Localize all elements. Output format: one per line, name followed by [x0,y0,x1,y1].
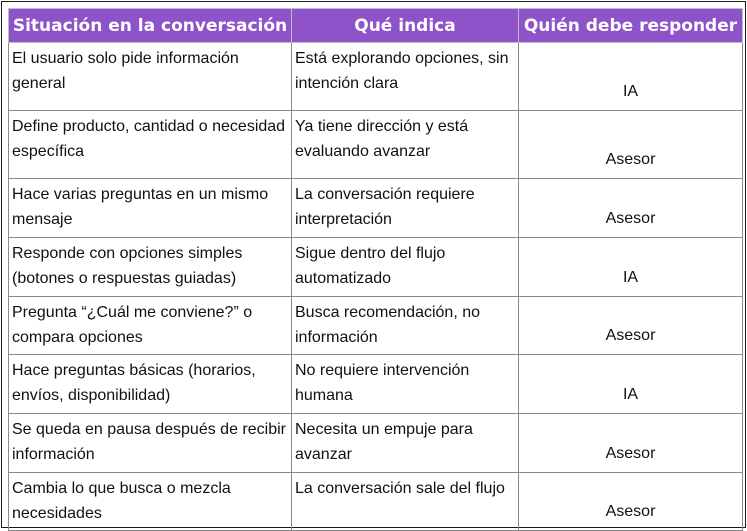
situation-cell: Hace preguntas básicas (horarios, envíos, disponibilidad) [9,355,292,414]
table-row [9,179,743,238]
situation-cell: Hace varias preguntas en un mismo mensaje [9,179,292,238]
header-situation: Situación en la conversación [9,9,292,43]
responder-cell: Asesor [519,414,743,473]
table-row [9,355,743,414]
meaning-cell: Sigue dentro del flujo automatizado [292,238,519,297]
meaning-cell: Ya tiene dirección y está evaluando avanzar [292,111,519,179]
header-responder: Quién debe responder [519,9,743,43]
decision-table [8,8,743,531]
table-row [9,111,743,179]
situation-cell: Pregunta “¿Cuál me conviene?” o compara opciones [9,297,292,355]
responder-cell: Asesor [519,179,743,238]
meaning-cell: Está explorando opciones, sin intención clara [292,43,519,111]
responder-cell: Asesor [519,473,743,531]
responder-cell: IA [519,238,743,297]
table-row [9,297,743,355]
responder-cell: Asesor [519,297,743,355]
header-row [9,9,743,43]
table-row [9,238,743,297]
meaning-cell: La conversación requiere interpretación [292,179,519,238]
header-meaning: Qué indica [292,9,519,43]
situation-cell: Se queda en pausa después de recibir información [9,414,292,473]
document-frame [1,1,746,528]
responder-cell: Asesor [519,111,743,179]
table-row [9,473,743,531]
table-row [9,414,743,473]
table-row [9,43,743,111]
meaning-cell: Necesita un empuje para avanzar [292,414,519,473]
responder-cell: IA [519,43,743,111]
responder-cell: IA [519,355,743,414]
situation-cell: Cambia lo que busca o mezcla necesidades [9,473,292,531]
situation-cell: El usuario solo pide información general [9,43,292,111]
situation-cell: Define producto, cantidad o necesidad específica [9,111,292,179]
meaning-cell: La conversación sale del flujo [292,473,519,531]
meaning-cell: No requiere intervención humana [292,355,519,414]
situation-cell: Responde con opciones simples (botones o respuestas guiadas) [9,238,292,297]
meaning-cell: Busca recomendación, no información [292,297,519,355]
